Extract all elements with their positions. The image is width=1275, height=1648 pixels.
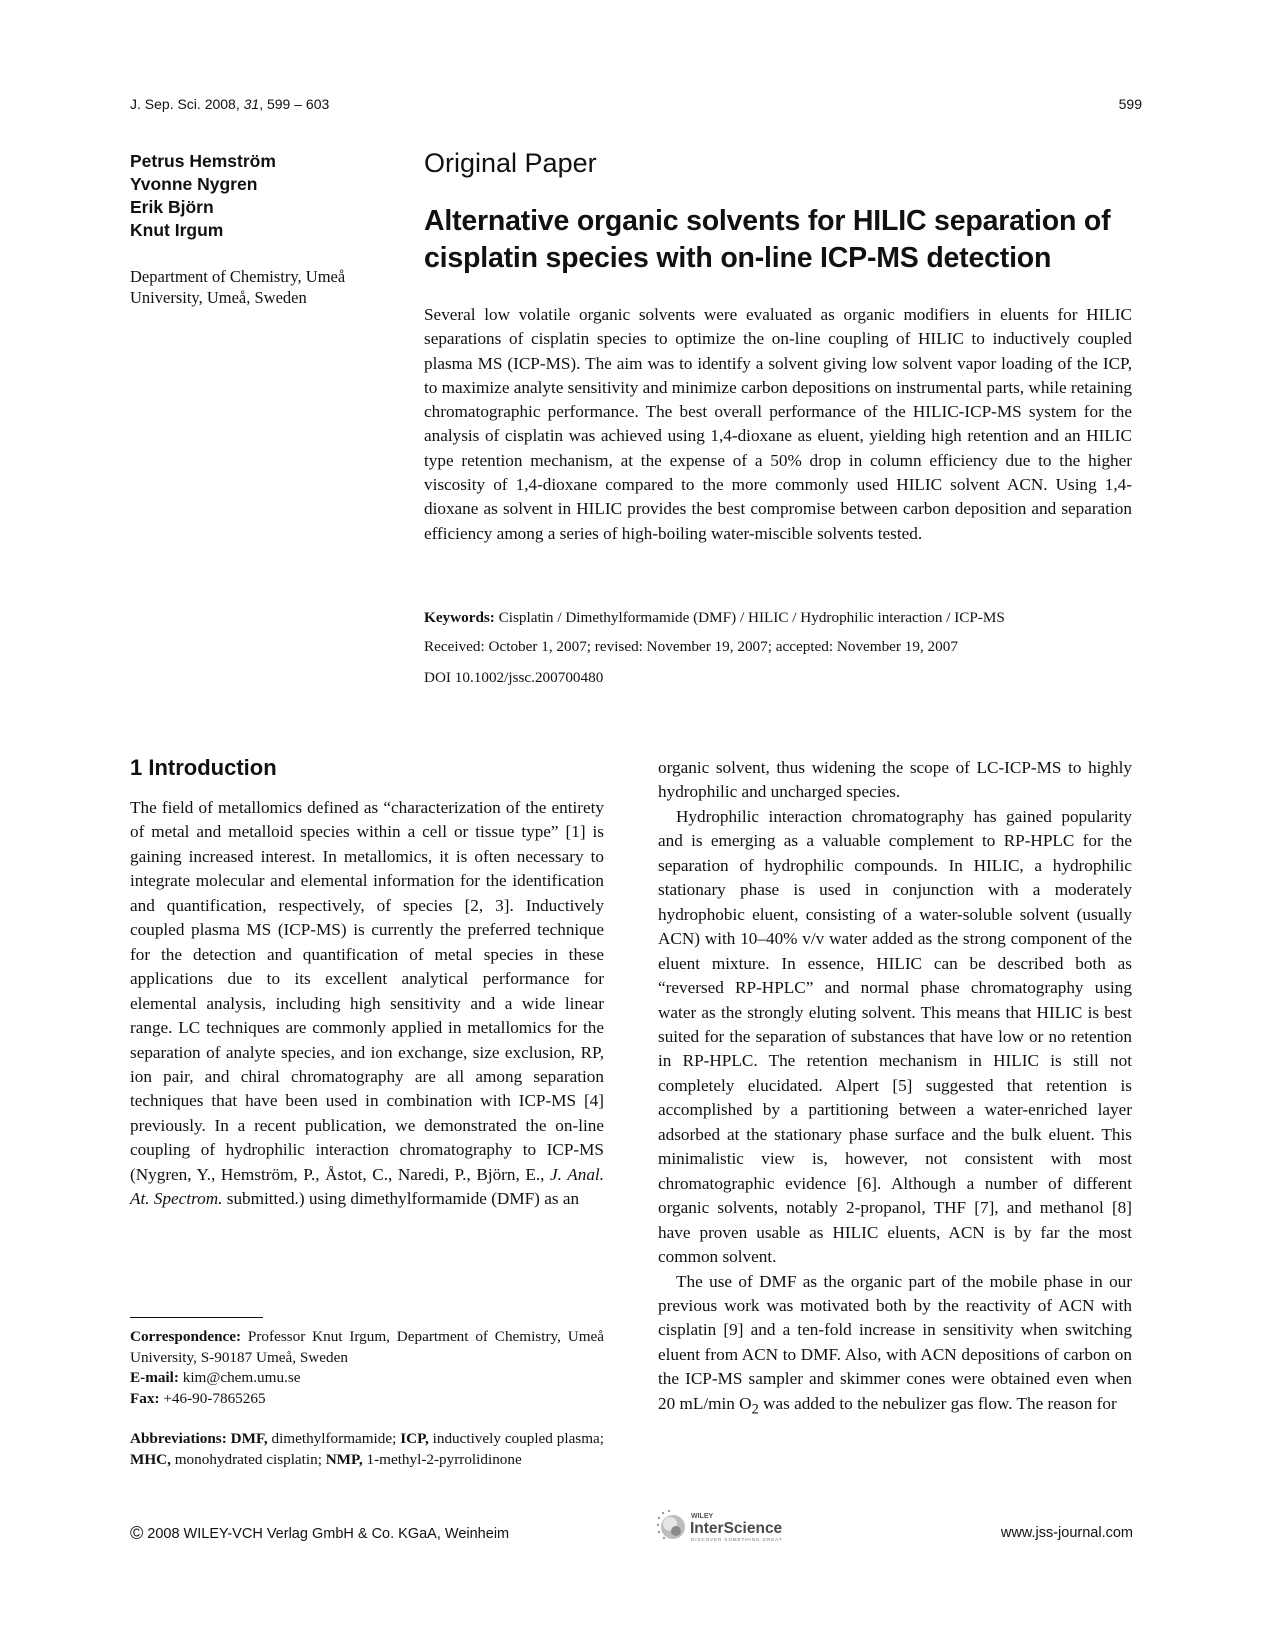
author-name: Petrus Hemström [130, 151, 276, 171]
abbrev-definition: inductively coupled plasma; [428, 1430, 604, 1447]
abbreviations-label: Abbreviations: [130, 1430, 227, 1447]
paragraph-text: The use of DMF as the organic part of the mobile phase in our previous work was motivated both by the reactivity of ACN with cisplatin [9] and a ten-fold increase in sensitivity when switching eluent from ACN to DMF. Also, with ACN depositions of carbon on the ICP-MS sampler and skimmer cones were obtained even when 20 mL/min O [658, 1271, 1132, 1413]
abbreviations-note [130, 1429, 604, 1470]
affiliation: Department of Chemistry, Umeå University, Umeå, Sweden [130, 267, 346, 307]
keywords-text: Cisplatin / Dimethylformamide (DMF) / HILIC / Hydrophilic interaction / ICP-MS [494, 609, 1005, 626]
globe-icon [657, 1510, 685, 1539]
keywords-label: Keywords: [424, 609, 495, 626]
abbrev-definition: dimethylformamide; [267, 1430, 401, 1447]
paragraph-text: submitted.) using dimethylformamide (DMF) as an [222, 1189, 580, 1209]
author-name: Knut Irgum [130, 220, 224, 240]
journal-ref-prefix: J. Sep. Sci. 2008, [130, 96, 244, 112]
right-column-text [658, 756, 1132, 1422]
journal-citation: J. Anal. At. Spectrom. [130, 1164, 604, 1209]
section-heading: 1 Introduction [130, 755, 277, 780]
received-dates: Received: October 1, 2007; revised: November 19, 2007; accepted: November 19, 2007 [424, 638, 958, 655]
abbrev-term: DMF, [230, 1430, 268, 1447]
abbrev-term: ICP, [400, 1430, 429, 1447]
correspondence-label: Correspondence: [130, 1328, 242, 1345]
journal-volume: 31 [243, 96, 260, 112]
subscript: 2 [751, 1401, 759, 1418]
copyright-icon: © [130, 1523, 144, 1543]
doi: DOI 10.1002/jssc.200700480 [424, 669, 604, 686]
fax-note [130, 1389, 604, 1410]
title-line: Alternative organic solvents for HILIC separation of [424, 205, 1111, 237]
logo-interscience-text: InterScience [690, 1520, 783, 1537]
author-list [130, 150, 276, 242]
email-label: E-mail: [130, 1369, 179, 1386]
logo-wiley-text: WILEY [691, 1513, 714, 1520]
correspondence-text: Professor Knut Irgum, Department of Chemistry, Umeå University, S-90187 Umeå, Sweden [130, 1328, 604, 1366]
keywords [424, 609, 1132, 627]
copyright-text: 2008 WILEY-VCH Verlag GmbH & Co. KGaA, Weinheim [147, 1526, 510, 1542]
paragraph [658, 1270, 1132, 1422]
paragraph: organic solvent, thus widening the scope of LC-ICP-MS to highly hydrophilic and uncharged species. [658, 758, 1132, 802]
fax-label: Fax: [130, 1389, 160, 1407]
footnote-divider [130, 1317, 263, 1318]
paper-title [424, 203, 1154, 277]
email-address: kim@chem.umu.se [178, 1369, 301, 1386]
abbrev-definition: monohydrated cisplatin; [170, 1450, 326, 1468]
email-note [130, 1368, 604, 1389]
left-column-text [130, 796, 604, 1212]
paragraph [130, 796, 604, 1212]
journal-pages: , 599 – 603 [259, 96, 330, 112]
paragraph-text: was added to the nebulizer gas flow. The reason for [758, 1393, 1117, 1413]
fax-number: +46-90-7865265 [159, 1389, 266, 1407]
author-name: Yvonne Nygren [130, 174, 258, 194]
journal-website: www.jss-journal.com [1000, 1525, 1133, 1541]
paragraph: Hydrophilic interaction chromatography has gained popularity and is emerging as a valuable complement to RP-HPLC for the separation of hydrophilic compounds. In HILIC, a hydrophilic stationary phase is used in conjunction with a moderately hydrophobic eluent, consisting of a water-soluble solvent (usually ACN) with 10–40% v/v water added as the strong component of the eluent mixture. In essence, HILIC can be described both as “reversed RP-HPLC” and normal phase chromatography using water as the strongly eluting solvent. This means that HILIC is best suited for the separation of substances that have low or no retention in RP-HPLC. The retention mechanism in HILIC is still not completely elucidated. Alpert [5] suggested that retention is accomplished by a partitioning between a water-enriched layer adsorbed at the stationary phase surface and the bulk eluent. This minimalistic view is, however, not consistent with most chromatographic evidence [6]. Although a number of different organic solvents, notably 2-propanol, THF [7], and methanol [8] have proven usable as HILIC eluents, ACN is by far the most common solvent. [658, 806, 1132, 1267]
paragraph-text: The field of metallomics defined as “characterization of the entirety of metal and metalloid species within a cell or tissue type” [1] is gaining increased interest. In metallomics, it is often necessary to integrate molecular and elemental information for the identification and quantification, respectively, of species [2, 3]. Inductively coupled plasma MS (ICP-MS) is currently the preferred technique for the detection and quantification of metal species in these applications due to its excellent analytical performance for elemental analysis, including high sensitivity and a wide linear range. LC techniques are commonly applied in metallomics for the separation of analyte species, and ion exchange, size exclusion, RP, ion pair, and chiral chromatography are all among separation techniques that have been used in combination with ICP-MS [4] previously. In a recent publication, we demonstrated the on-line coupling of hydrophilic interaction chromatography to ICP-MS (Nygren, Y., Hemström, P., Åstot, C., Naredi, P., Björn, E., [130, 798, 604, 1184]
abstract: Several low volatile organic solvents were evaluated as organic modifiers in eluents for HILIC separations of cisplatin species to optimize the on-line coupling of HILIC to inductively coupled plasma MS (ICP-MS). The aim was to identify a solvent giving low solvent vapor loading of the ICP, to maximize analyte sensitivity and minimize carbon depositions on instrumental parts, while retaining chromatographic performance. The best overall performance of the HILIC-ICP-MS system for the analysis of cisplatin was achieved using 1,4-dioxane as eluent, yielding high retention and an HILIC type retention mechanism, at the expense of a 50% drop in column efficiency due to the higher viscosity of 1,4-dioxane compared to the more commonly used HILIC solvent ACN. Using 1,4-dioxane as solvent in HILIC provides the best compromise between carbon deposition and separation efficiency among a series of high-boiling water-miscible solvents tested. [424, 305, 1132, 543]
author-name: Erik Björn [130, 197, 214, 217]
abbrev-term: MHC, [130, 1450, 171, 1468]
abbrev-term: NMP, [325, 1450, 363, 1468]
page-number: 599 [1118, 96, 1142, 112]
logo-tagline-text: DISCOVER SOMETHING GREAT [691, 1537, 783, 1542]
footnotes [130, 1327, 604, 1470]
abbrev-definition: 1-methyl-2-pyrrolidinone [362, 1450, 522, 1468]
footer-copyright [130, 1523, 509, 1544]
correspondence-note [130, 1327, 604, 1368]
paper-type: Original Paper [424, 148, 597, 178]
title-line: cisplatin species with on-line ICP-MS detection [424, 242, 1052, 274]
journal-reference [130, 96, 329, 112]
interscience-logo [655, 1508, 805, 1544]
